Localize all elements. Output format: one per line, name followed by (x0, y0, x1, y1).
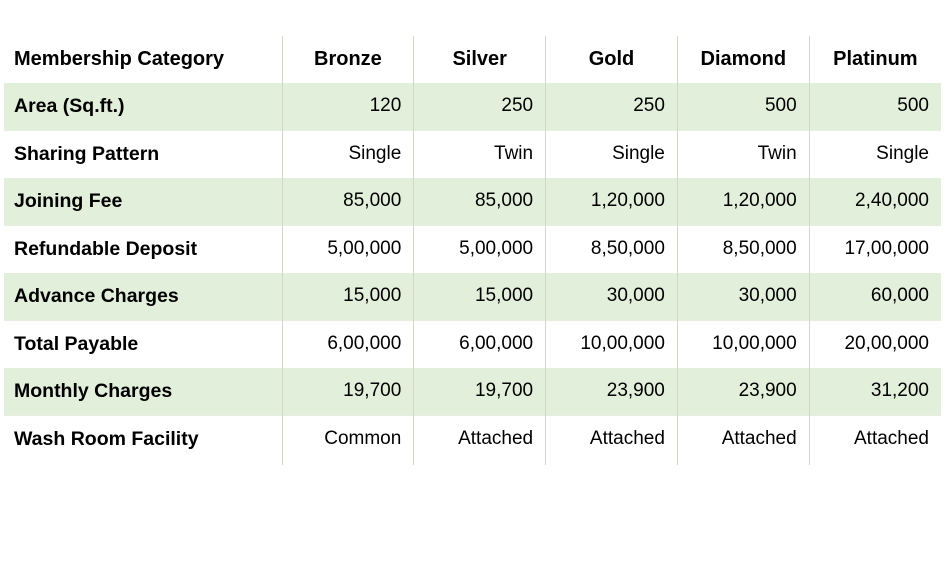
row-label-refundable-deposit: Refundable Deposit (4, 226, 282, 274)
cell-sharing-platinum: Single (809, 131, 941, 179)
cell-sharing-silver: Twin (414, 131, 546, 179)
cell-joining-silver: 85,000 (414, 178, 546, 226)
cell-monthly-diamond: 23,900 (677, 368, 809, 416)
cell-advance-bronze: 15,000 (282, 273, 414, 321)
cell-advance-platinum: 60,000 (809, 273, 941, 321)
column-header-diamond: Diamond (677, 36, 809, 83)
cell-washroom-platinum: Attached (809, 416, 941, 466)
table-body (4, 83, 941, 465)
row-label-wash-room-facility: Wash Room Facility (4, 416, 282, 466)
cell-advance-gold: 30,000 (546, 273, 678, 321)
cell-area-silver: 250 (414, 83, 546, 131)
cell-area-gold: 250 (546, 83, 678, 131)
column-header-gold: Gold (546, 36, 678, 83)
cell-total-diamond: 10,00,000 (677, 321, 809, 369)
table-row (4, 178, 941, 226)
row-label-monthly-charges: Monthly Charges (4, 368, 282, 416)
table-row (4, 416, 941, 466)
cell-joining-gold: 1,20,000 (546, 178, 678, 226)
column-header-silver: Silver (414, 36, 546, 83)
cell-deposit-silver: 5,00,000 (414, 226, 546, 274)
cell-joining-platinum: 2,40,000 (809, 178, 941, 226)
cell-washroom-gold: Attached (546, 416, 678, 466)
cell-deposit-platinum: 17,00,000 (809, 226, 941, 274)
column-header-membership-category: Membership Category (4, 36, 282, 83)
cell-advance-silver: 15,000 (414, 273, 546, 321)
cell-deposit-diamond: 8,50,000 (677, 226, 809, 274)
table-header (4, 36, 941, 83)
cell-area-platinum: 500 (809, 83, 941, 131)
table-row (4, 368, 941, 416)
table-row (4, 273, 941, 321)
membership-pricing-table (4, 36, 941, 465)
cell-total-platinum: 20,00,000 (809, 321, 941, 369)
cell-monthly-bronze: 19,700 (282, 368, 414, 416)
table-row (4, 83, 941, 131)
cell-total-silver: 6,00,000 (414, 321, 546, 369)
row-label-joining-fee: Joining Fee (4, 178, 282, 226)
cell-monthly-silver: 19,700 (414, 368, 546, 416)
cell-washroom-silver: Attached (414, 416, 546, 466)
cell-monthly-gold: 23,900 (546, 368, 678, 416)
cell-area-bronze: 120 (282, 83, 414, 131)
cell-washroom-diamond: Attached (677, 416, 809, 466)
cell-area-diamond: 500 (677, 83, 809, 131)
cell-deposit-bronze: 5,00,000 (282, 226, 414, 274)
row-label-advance-charges: Advance Charges (4, 273, 282, 321)
cell-sharing-diamond: Twin (677, 131, 809, 179)
cell-total-bronze: 6,00,000 (282, 321, 414, 369)
table-row (4, 131, 941, 179)
cell-washroom-bronze: Common (282, 416, 414, 466)
table-row (4, 321, 941, 369)
row-label-area: Area (Sq.ft.) (4, 83, 282, 131)
table-row (4, 226, 941, 274)
cell-joining-bronze: 85,000 (282, 178, 414, 226)
cell-deposit-gold: 8,50,000 (546, 226, 678, 274)
header-row (4, 36, 941, 83)
cell-total-gold: 10,00,000 (546, 321, 678, 369)
column-header-bronze: Bronze (282, 36, 414, 83)
cell-sharing-gold: Single (546, 131, 678, 179)
row-label-sharing-pattern: Sharing Pattern (4, 131, 282, 179)
cell-advance-diamond: 30,000 (677, 273, 809, 321)
cell-sharing-bronze: Single (282, 131, 414, 179)
cell-joining-diamond: 1,20,000 (677, 178, 809, 226)
column-header-platinum: Platinum (809, 36, 941, 83)
cell-monthly-platinum: 31,200 (809, 368, 941, 416)
row-label-total-payable: Total Payable (4, 321, 282, 369)
